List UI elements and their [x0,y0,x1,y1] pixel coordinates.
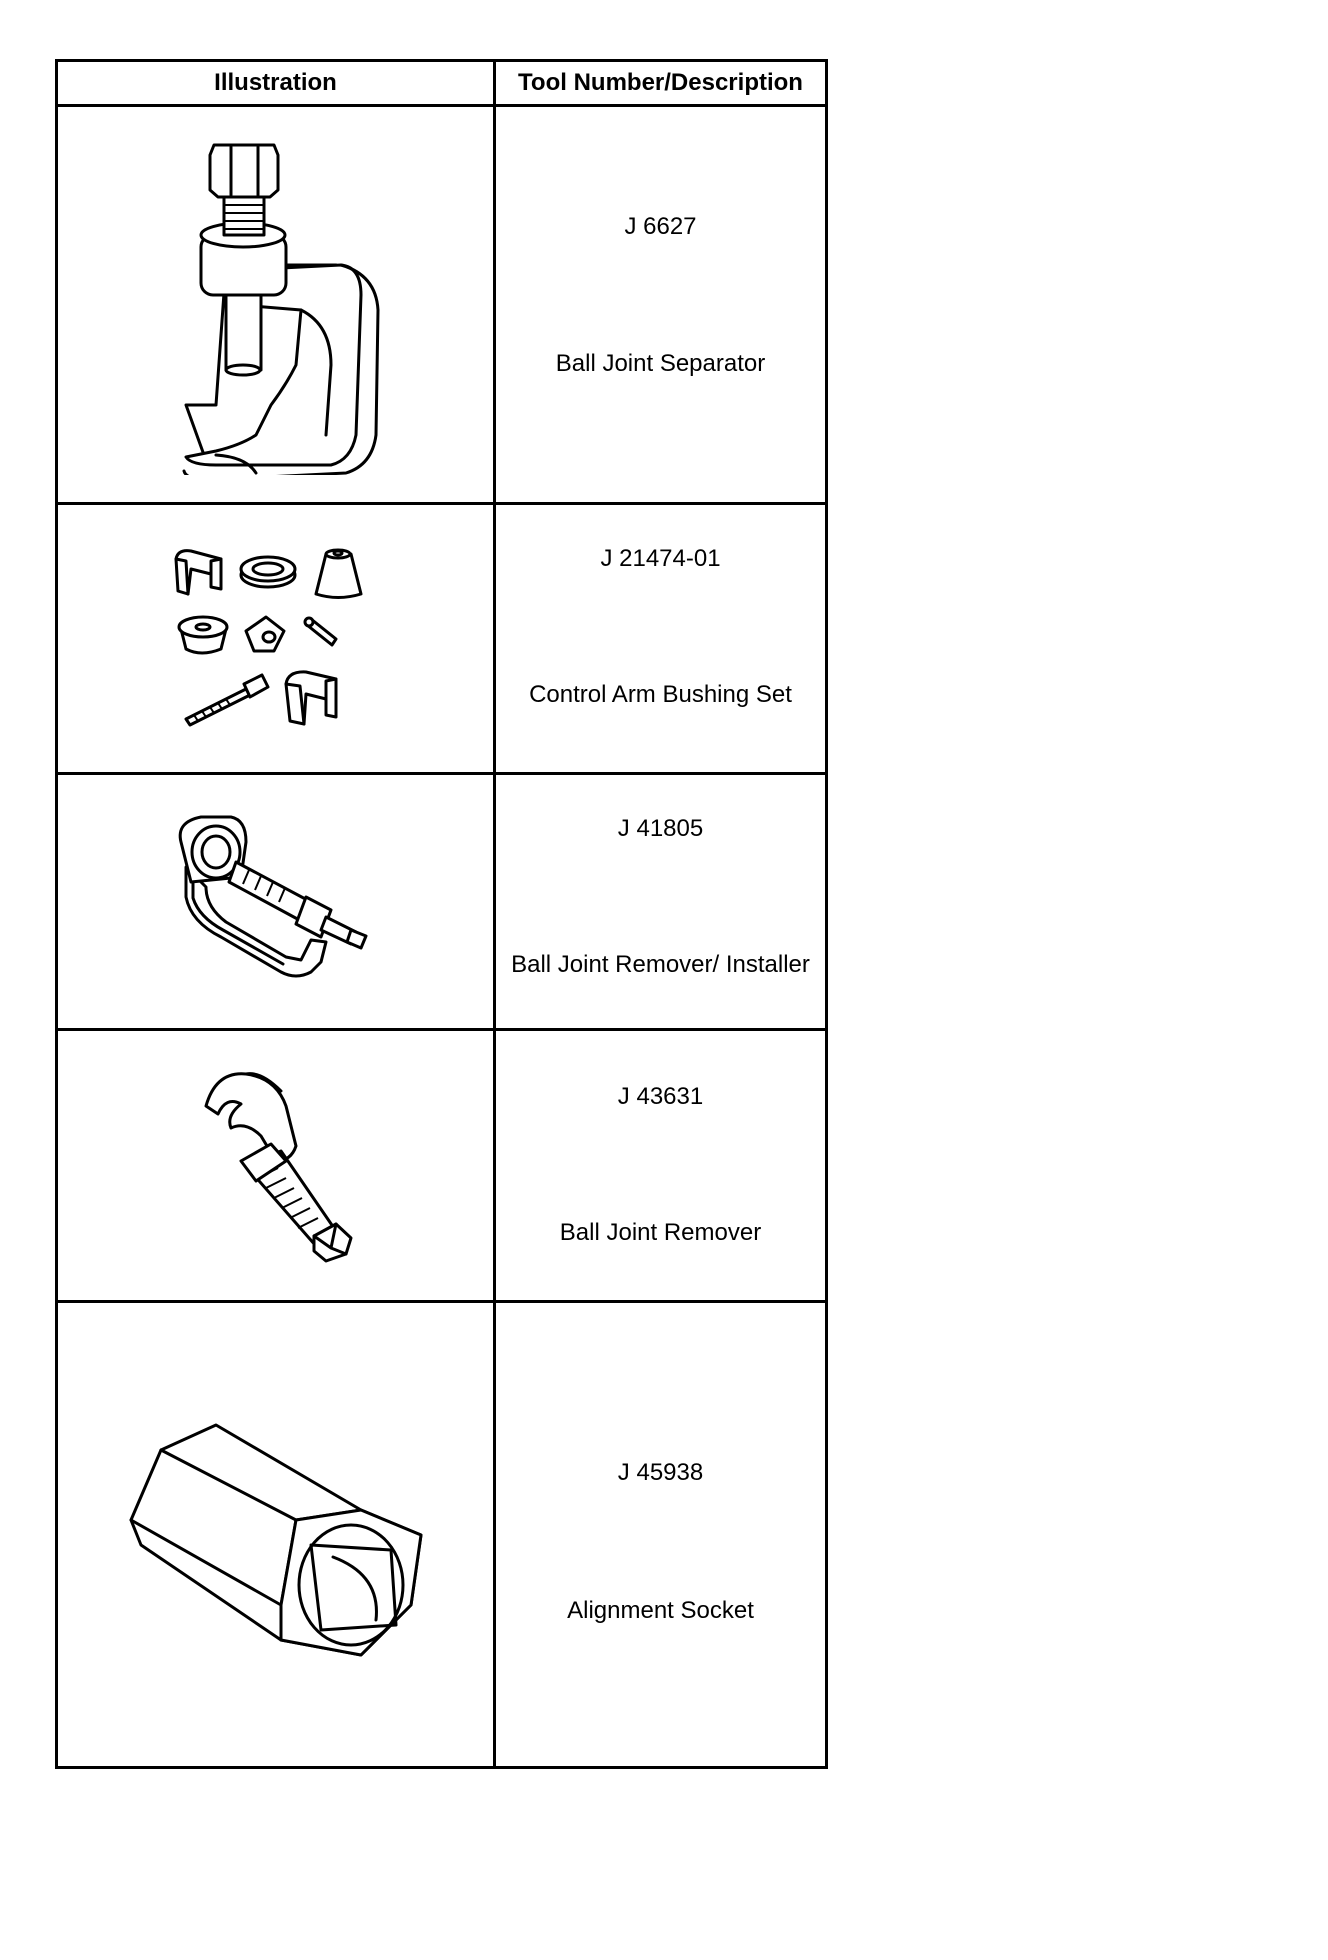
table-row [57,1302,827,1768]
tool-description-cell [495,1030,827,1302]
ball-joint-remover-icon [186,1066,366,1266]
illustration-cell [57,1302,495,1768]
header-row [57,61,827,106]
tool-description-cell [495,106,827,504]
tool-description-cell [495,1302,827,1768]
tool-description-cell [495,774,827,1030]
tool-description: Control Arm Bushing Set [529,681,792,708]
ball-joint-separator-icon [146,135,406,475]
table-row [57,504,827,774]
table-row [57,774,827,1030]
tool-number: J 41805 [617,815,704,842]
tool-description-cell [495,504,827,774]
alignment-socket-icon [121,1385,431,1685]
tool-table [55,59,828,1769]
ball-joint-remover-installer-icon [161,812,391,992]
illustration-cell [57,774,495,1030]
tool-number: J 21474-01 [600,545,721,572]
tool-number: J 45938 [617,1459,704,1486]
header-tool-number-description: Tool Number/Description [495,61,827,106]
table-row [57,106,827,504]
illustration-cell [57,1030,495,1302]
tool-description: Ball Joint Remover/ Installer [511,951,810,978]
tool-description: Ball Joint Separator [555,350,766,377]
tool-description: Alignment Socket [567,1597,754,1624]
tool-description: Ball Joint Remover [559,1219,762,1246]
illustration-cell [57,106,495,504]
header-illustration: Illustration [57,61,495,106]
tool-number: J 43631 [617,1083,704,1110]
table-row [57,1030,827,1302]
control-arm-bushing-set-icon [166,539,386,739]
tool-number: J 6627 [624,213,697,240]
illustration-cell [57,504,495,774]
